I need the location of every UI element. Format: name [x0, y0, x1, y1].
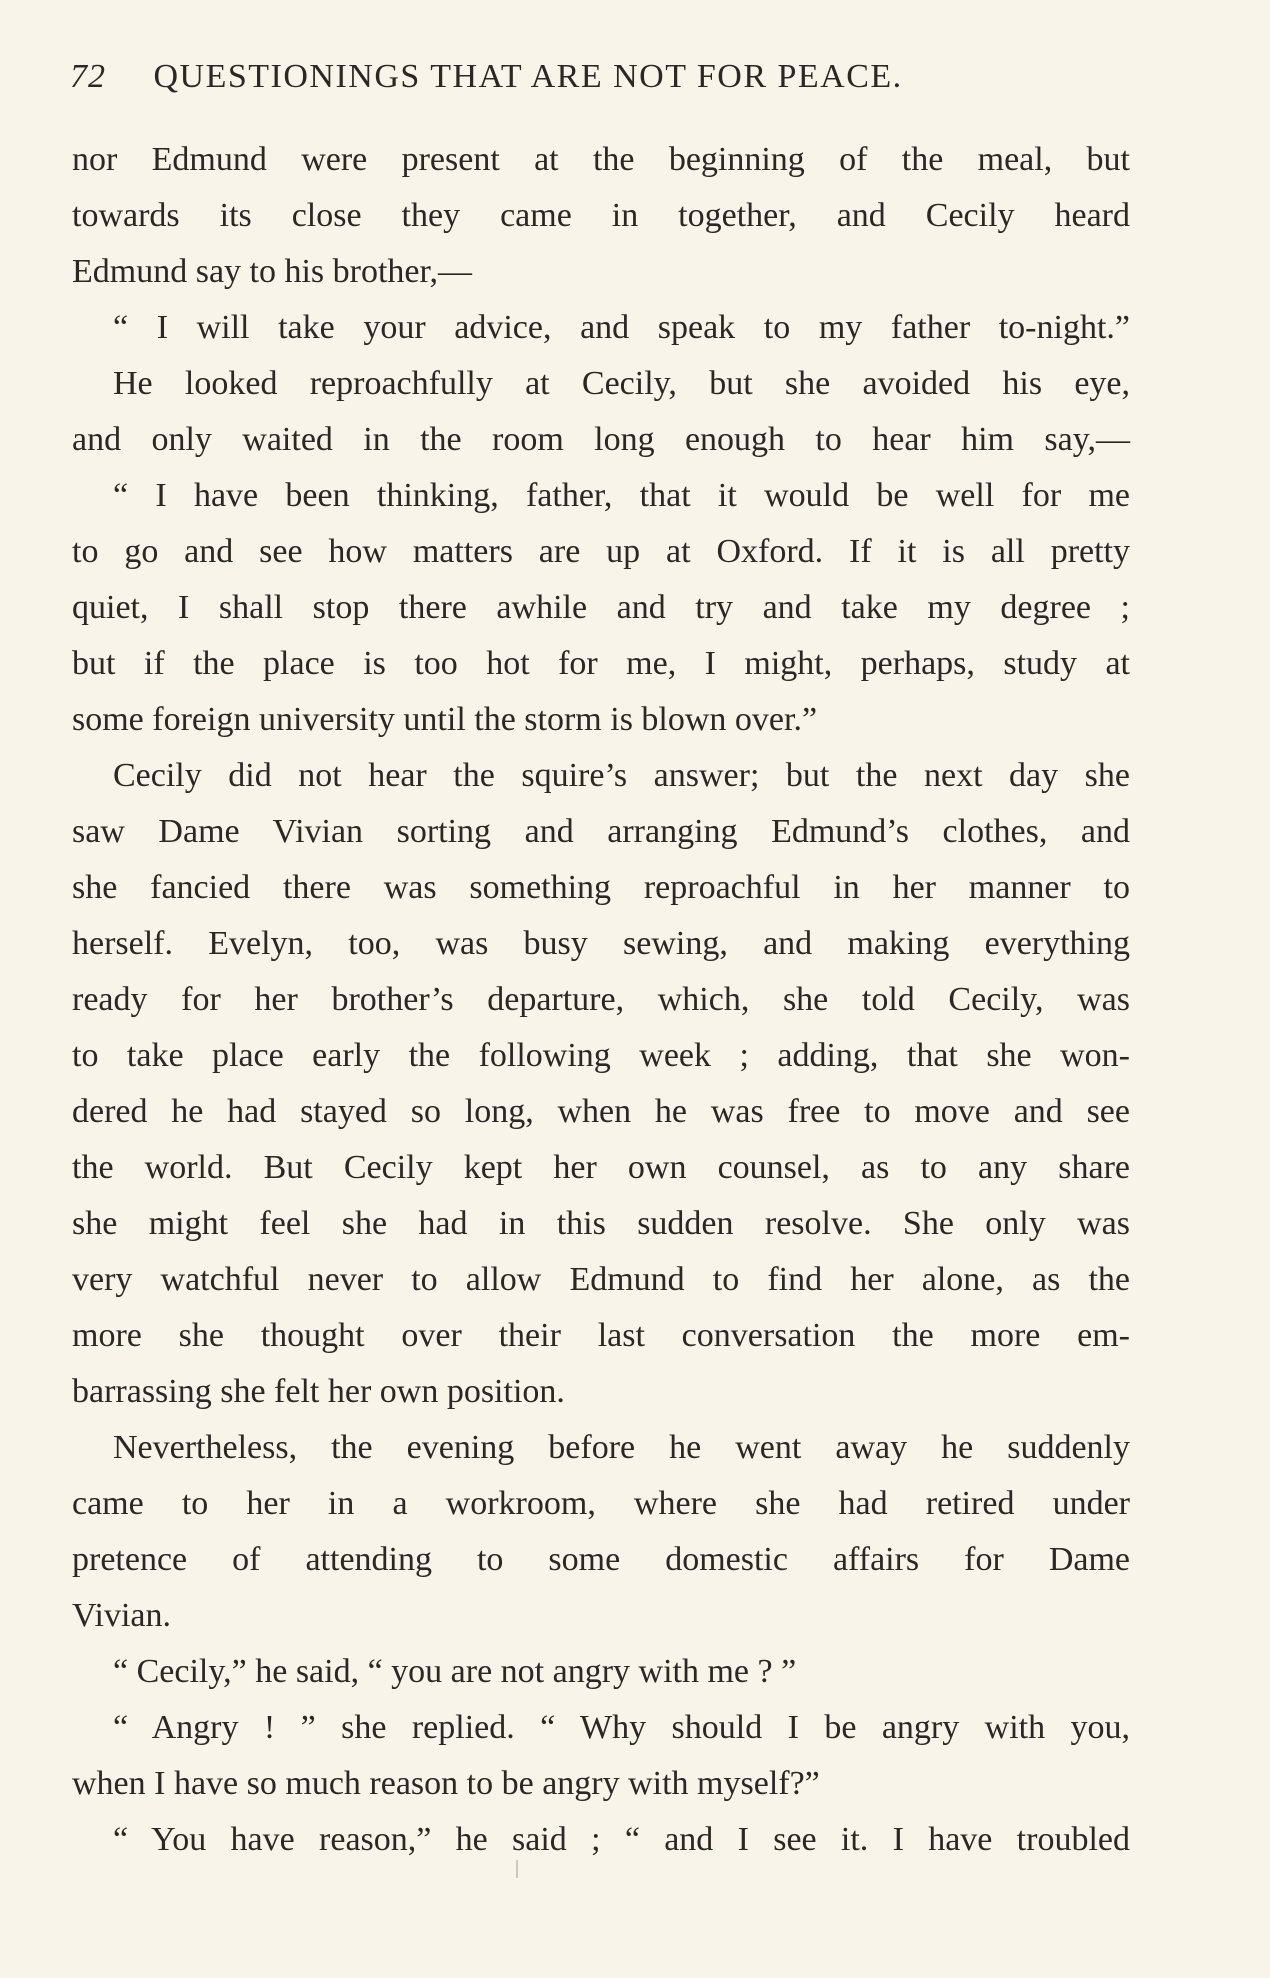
- text-line: ready for her brother’s departure, which, she told Cecily, was: [72, 981, 1130, 1018]
- text-line: very watchful never to allow Edmund to find her alone, as the: [72, 1261, 1130, 1298]
- text-line: she fancied there was something reproachful in her manner to: [72, 869, 1130, 906]
- text-line: “ I will take your advice, and speak to my father to-night.”: [113, 309, 1130, 346]
- text-line: “ Cecily,” he said, “ you are not angry with me ? ”: [113, 1653, 797, 1690]
- text-line: dered he had stayed so long, when he was free to move and see: [72, 1093, 1130, 1130]
- text-line: some foreign university until the storm is blown over.”: [72, 701, 818, 738]
- text-line: she might feel she had in this sudden resolve. She only was: [72, 1205, 1130, 1242]
- text-line: He looked reproachfully at Cecily, but she avoided his eye,: [113, 365, 1130, 402]
- text-line: more she thought over their last conversation the more em-: [72, 1317, 1130, 1354]
- text-line: to go and see how matters are up at Oxford. If it is all pretty: [72, 533, 1130, 570]
- running-title: QUESTIONINGS THAT ARE NOT FOR PEACE.: [153, 58, 903, 95]
- text-line: quiet, I shall stop there awhile and try and take my degree ;: [72, 589, 1130, 626]
- page-header: [70, 58, 1130, 108]
- text-line: “ I have been thinking, father, that it would be well for me: [113, 477, 1130, 514]
- text-line: pretence of attending to some domestic affairs for Dame: [72, 1541, 1130, 1578]
- text-line: “ Angry ! ” she replied. “ Why should I be angry with you,: [113, 1709, 1130, 1746]
- text-line: came to her in a workroom, where she had retired under: [72, 1485, 1130, 1522]
- text-line: the world. But Cecily kept her own counsel, as to any share: [72, 1149, 1130, 1186]
- text-line: Vivian.: [72, 1597, 171, 1634]
- text-line: “ You have reason,” he said ; “ and I see it. I have troubled: [113, 1821, 1130, 1858]
- text-line: when I have so much reason to be angry with myself?”: [72, 1765, 820, 1802]
- text-line: barrassing she felt her own position.: [72, 1373, 565, 1410]
- text-line: Cecily did not hear the squire’s answer; but the next day she: [113, 757, 1130, 794]
- page-number: 72: [70, 58, 106, 95]
- text-line: Nevertheless, the evening before he went away he suddenly: [113, 1429, 1130, 1466]
- text-line: nor Edmund were present at the beginning of the meal, but: [72, 141, 1130, 178]
- text-line: and only waited in the room long enough to hear him say,—: [72, 421, 1130, 458]
- text-line: but if the place is too hot for me, I might, perhaps, study at: [72, 645, 1130, 682]
- text-line: Edmund say to his brother,—: [72, 253, 472, 290]
- text-line: to take place early the following week ; adding, that she won-: [72, 1037, 1130, 1074]
- text-line: towards its close they came in together, and Cecily heard: [72, 197, 1130, 234]
- paper-speck: [516, 1860, 518, 1878]
- text-line: herself. Evelyn, too, was busy sewing, and making everything: [72, 925, 1130, 962]
- text-line: saw Dame Vivian sorting and arranging Edmund’s clothes, and: [72, 813, 1130, 850]
